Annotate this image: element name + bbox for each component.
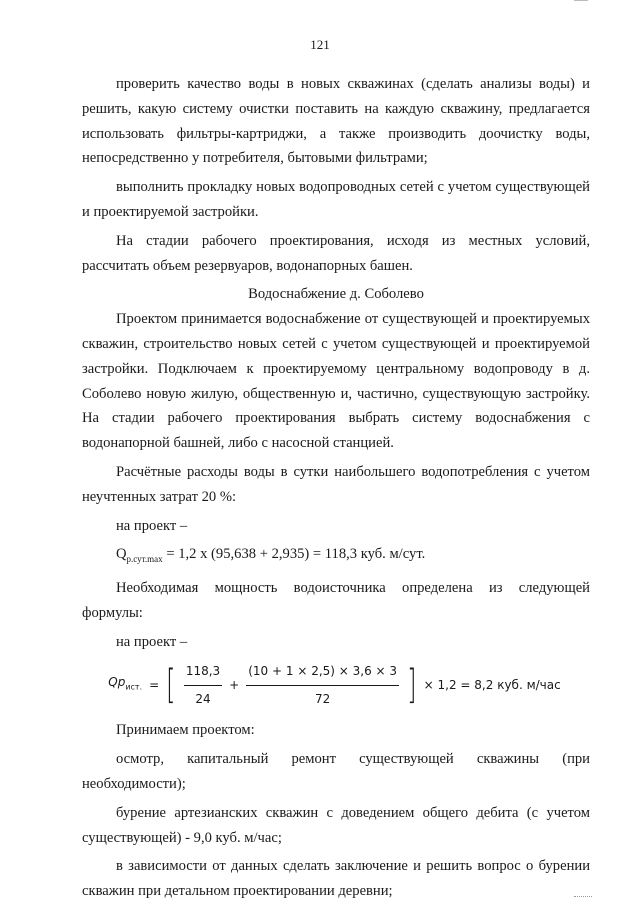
paragraph-water-quality: проверить качество воды в новых скважинах (сделать анализы воды) и решить, какую систему очистки поставить на каждую скважину, предлагается использовать фильтры-картриджи, а также производить доочистку воды, непосредственно у потребителя, бытовыми фильтрами; (82, 76, 590, 167)
paragraph-project-supply: Проектом принимается водоснабжение от существующей и проектируемых скважин, строительство новых сетей с учетом существующей и проектируемой застройки. Подключаем к проектируемому центральному водопроводу в д. Соболево новую жилую, общественную и, частично, существующую застройку. На стадии рабочего проектирования выбрать систему водоснабжения с водонапорной башней, либо с насосной станцией. (82, 311, 590, 452)
fraction-fire (246, 659, 399, 712)
paragraph-reservoirs: На стадии рабочего проектирования, исходя из местных условий, рассчитать объем резервуаров, водонапорных башен. (82, 232, 590, 274)
paragraph-for-project: на проект – (116, 517, 188, 534)
paragraph-water-consumption: Расчётные расходы воды в сутки наибольшего водопотребления с учетом неучтенных затрат 20 %: (82, 463, 590, 505)
paragraph-source-capacity: Необходимая мощность водоисточника определена из следующей формулы: (82, 580, 590, 621)
q-expression: = 1,2 х (95,638 + 2,935) = 118,3 куб. м/сут. (162, 546, 426, 563)
section-heading: Водоснабжение д. Соболево (248, 286, 424, 303)
fraction-fire-numerator: (10 + 1 × 2,5) × 3,6 × 3 (246, 659, 399, 686)
formula-plus: + (229, 678, 240, 693)
paragraph-conclusion: в зависимости от данных сделать заключение и решить вопрос о бурении скважин при детальном проектировании деревни; (82, 858, 590, 900)
formula-equals: = (149, 678, 160, 693)
formula-tail: × 1,2 = 8,2 куб. м/час (423, 678, 561, 693)
fraction-daily-denominator: 24 (195, 691, 211, 706)
right-bracket: ] (407, 662, 417, 709)
formula-lhs: $Qр_{ист.}$ (108, 675, 143, 692)
q-symbol: Q (116, 546, 127, 563)
daily-flow-equation (82, 542, 590, 572)
scan-bottom-mark (574, 896, 592, 897)
scan-corner-mark (574, 0, 588, 1)
source-capacity-formula (82, 656, 590, 714)
page-number: 121 (310, 37, 330, 52)
paragraph-accept-project: Принимаем проектом: (116, 722, 255, 739)
document-body (82, 72, 590, 904)
left-bracket: [ (166, 662, 176, 709)
fraction-fire-denominator: 72 (315, 691, 331, 706)
paragraph-inspection: осмотр, капитальный ремонт существующей скважины (при необходимости); (82, 751, 590, 793)
fraction-daily (184, 659, 222, 712)
fraction-daily-numerator: 118,3 (184, 659, 222, 686)
paragraph-for-project-2: на проект – (116, 633, 188, 650)
paragraph-drilling: бурение артезианских скважин с доведением общего дебита (с учетом существующей) - 9,0 куб. м/час; (82, 804, 590, 846)
q-subscript: р.сут.max (126, 554, 163, 565)
paragraph-new-networks: выполнить прокладку новых водопроводных сетей с учетом существующей и проектируемой застройки. (82, 179, 590, 220)
